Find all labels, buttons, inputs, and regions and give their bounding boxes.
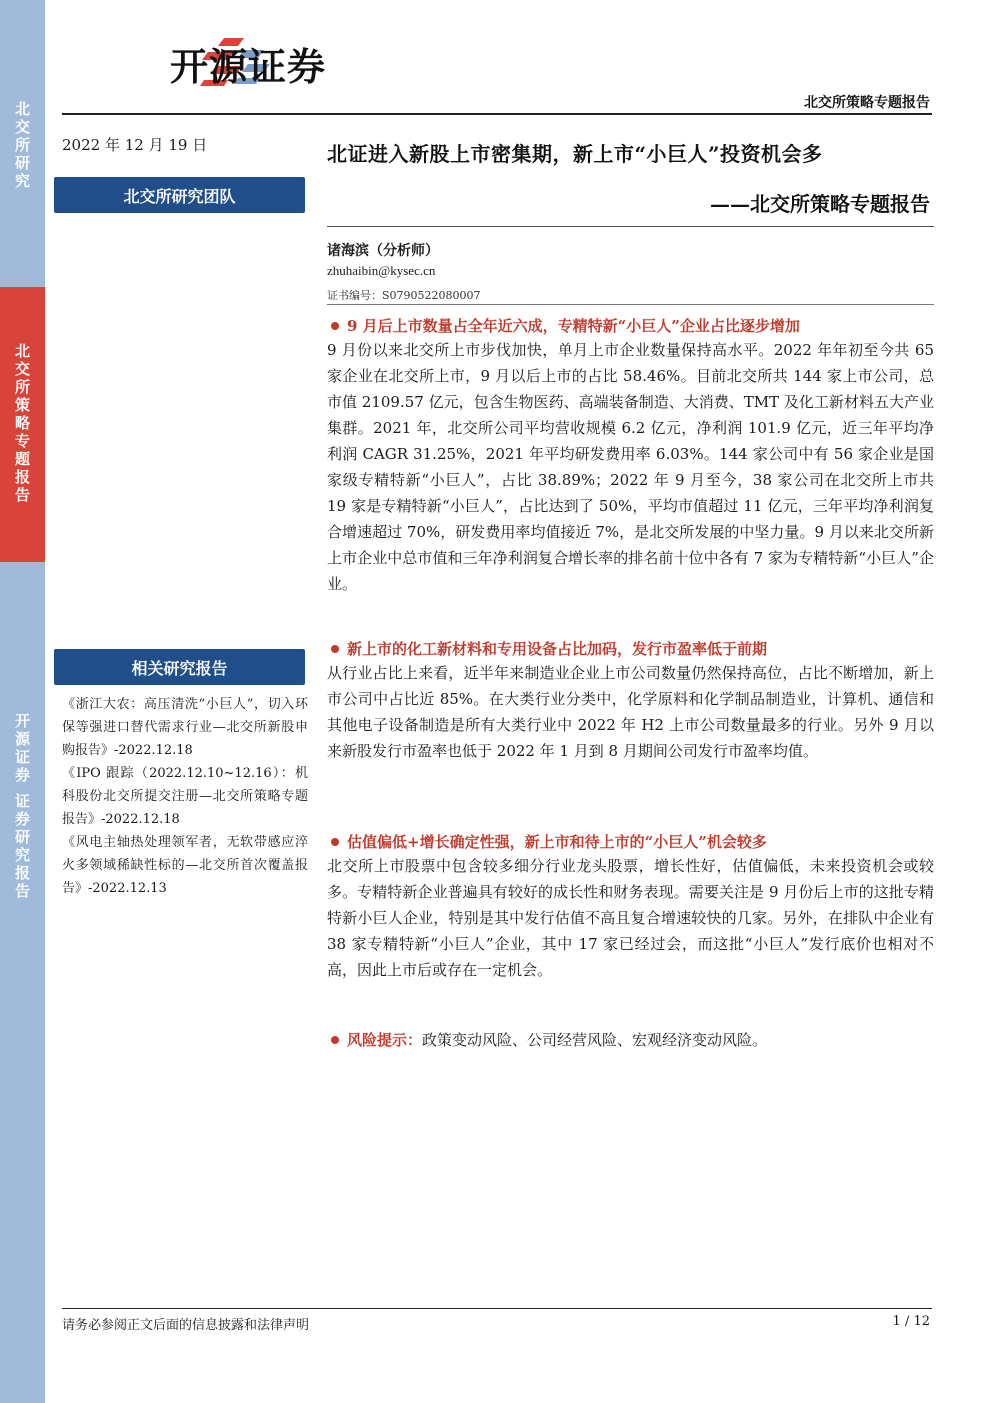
section-heading: 估值偏低+增长确定性强，新上市和待上市的“小巨人”机会较多 bbox=[327, 831, 934, 853]
section-body: 9 月份以来北交所上市步伐加快，单月上市企业数量保持高水平。2022 年年初至今共 65 家企业在北交所上市，9 月以后上市的占比 58.46%。目前北交所共 144 家上市公司，总市值 2109.57 亿元，包含生物医药、高端装备制造、大消费、TMT 及化工新材料五大产业集群。2021 年，北交所公司平均营收规模 6.2 亿元，净利润 101.9 亿元，近三年平均净利润 CAGR 31.25%，2021 年平均研发费用率 6.03%。144 家公司中有 56 家企业是国家级专精特新“小巨人”，占比 38.89%；2022 年 9 月至今，38 家公司在北交所上市共 19 家是专精特新“小巨人”，占比达到了 50%，平均市值超过 11 亿元，三年平均净利润复合增速超过 70%，研发费用率均值接近 7%，是北交所发展的中坚力量。9 月以来北交所新上市企业中总市值和三年净利润复合增长率的排名前十位中各有 7 家为专精特新“小巨人”企业。 bbox=[327, 341, 934, 593]
bullet-icon bbox=[331, 1036, 339, 1044]
author-cert: 证书编号：S0790522080007 bbox=[327, 289, 481, 302]
footer-disclaimer: 请务必参阅正文后面的信息披露和法律声明 bbox=[62, 1318, 310, 1333]
sidebar-label-bottom: 开 源 证 券 证 券 研 究 报 告 bbox=[14, 712, 30, 900]
risk-text: 政策变动风险、公司经营风险、宏观经济变动风险。 bbox=[422, 1031, 768, 1049]
bullet-icon bbox=[331, 322, 339, 330]
report-title: 北证进入新股上市密集期，新上市“小巨人”投资机会多 bbox=[327, 142, 823, 166]
side-strip bbox=[0, 0, 45, 1403]
related-report-item[interactable]: 《浙江大农：高压清洗“小巨人”，切入环保等强进口替代需求行业—北交所新股申购报告》-2022.12.18 bbox=[62, 697, 308, 758]
bullet-icon bbox=[331, 645, 339, 653]
report-type-header: 北交所策略专题报告 bbox=[804, 95, 930, 111]
sidebar-label-top: 北 交 所 研 究 bbox=[14, 100, 30, 190]
author-divider bbox=[327, 304, 934, 305]
related-reports-list bbox=[62, 693, 308, 900]
bullet-icon bbox=[331, 838, 339, 846]
title-divider bbox=[327, 226, 934, 227]
sidebar-label-middle: 北 交 所 策 略 专 题 报 告 bbox=[14, 342, 30, 504]
section-3 bbox=[327, 831, 934, 983]
brand-name: 开源证券 bbox=[170, 45, 327, 89]
section-2 bbox=[327, 638, 934, 764]
related-report-item[interactable]: 《IPO 跟踪（2022.12.10~12.16）：机科股份北交所提交注册—北交所策略专题报告》-2022.12.18 bbox=[62, 766, 308, 827]
header-divider bbox=[62, 113, 932, 115]
section-heading: 9 月后上市数量占全年近六成，专精特新“小巨人”企业占比逐步增加 bbox=[327, 315, 934, 337]
report-subtitle: ——北交所策略专题报告 bbox=[710, 192, 930, 216]
risk-label: 风险提示： bbox=[347, 1031, 423, 1049]
section-body: 从行业占比上来看，近半年来制造业企业上市公司数量仍然保持高位，占比不断增加，新上市公司中占比近 85%。在大类行业分类中，化学原料和化学制品制造业，计算机、通信和其他电子设备制造是所有大类行业中 2022 年 H2 上市公司数量最多的行业。另外 9 月以来新股发行市盈率也低于 2022 年 1 月到 8 月期间公司发行市盈率均值。 bbox=[327, 664, 934, 760]
author-email[interactable]: zhuhaibin@kysec.cn bbox=[327, 263, 436, 278]
page-number: 1 / 12 bbox=[892, 1314, 930, 1329]
risk-section bbox=[327, 1029, 934, 1051]
section-1 bbox=[327, 315, 934, 597]
team-badge: 北交所研究团队 bbox=[54, 177, 305, 213]
related-reports-badge: 相关研究报告 bbox=[54, 649, 305, 685]
related-report-item[interactable]: 《风电主轴热处理领军者，无软带感应淬火多领域稀缺性标的—北交所首次覆盖报告》-2022.12.13 bbox=[62, 835, 308, 896]
section-heading: 新上市的化工新材料和专用设备占比加码，发行市盈率低于前期 bbox=[327, 638, 934, 660]
author-name: 诸海滨（分析师） bbox=[327, 243, 439, 259]
footer-divider bbox=[62, 1308, 932, 1309]
report-date: 2022 年 12 月 19 日 bbox=[62, 136, 208, 154]
section-body: 北交所上市股票中包含较多细分行业龙头股票，增长性好，估值偏低，未来投资机会或较多。专精特新企业普遍具有较好的成长性和财务表现。需要关注是 9 月份后上市的这批专精特新小巨人企业，特别是其中发行估值不高且复合增速较快的几家。另外，在排队中企业有 38 家专精特新“小巨人”企业，其中 17 家已经过会，而这批“小巨人”发行底价也相对不高，因此上市后或存在一定机会。 bbox=[327, 857, 934, 979]
